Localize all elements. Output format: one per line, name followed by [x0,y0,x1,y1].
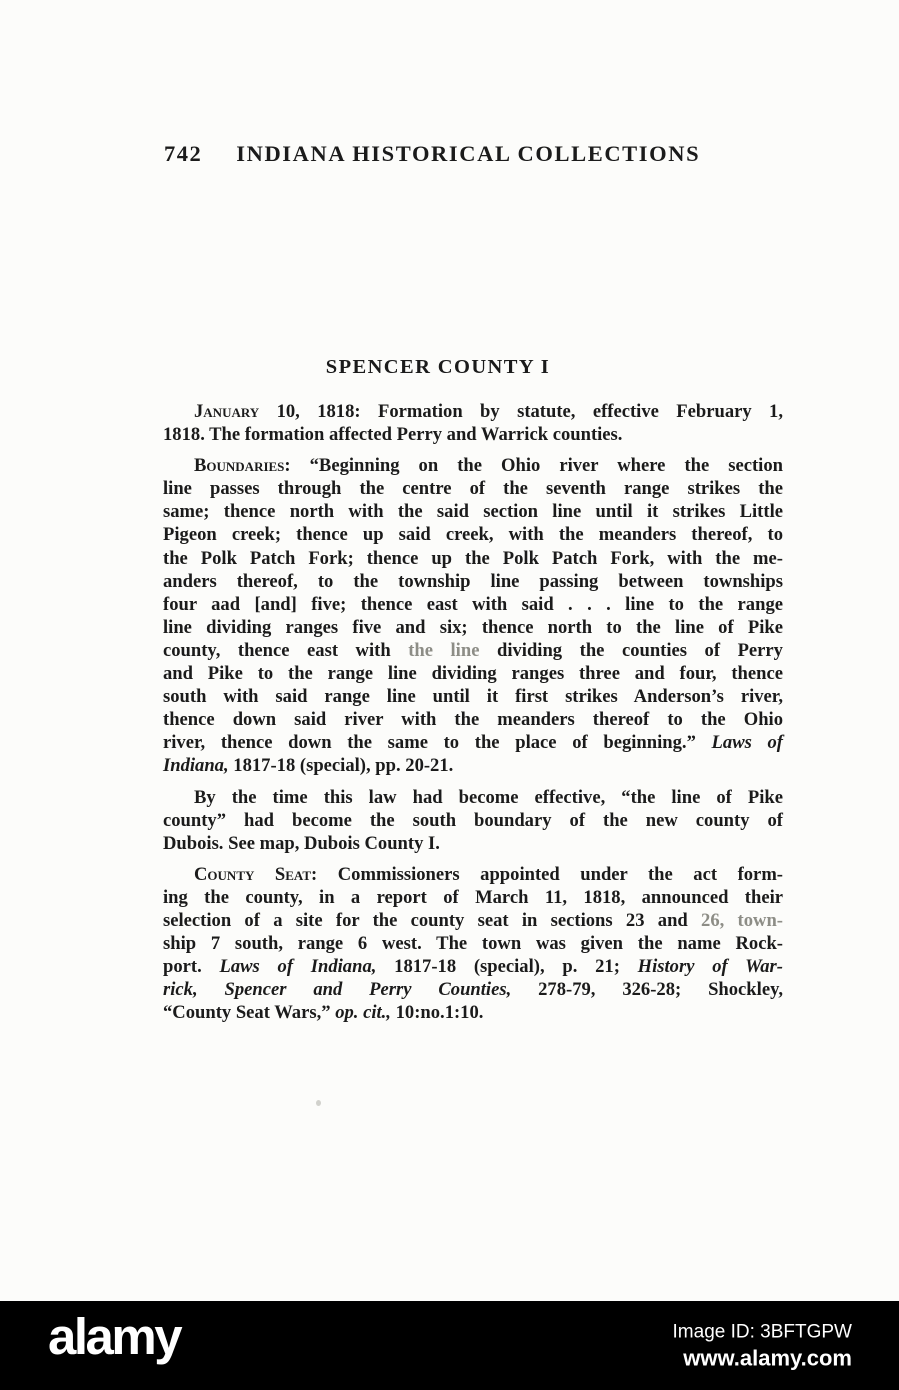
text-line: 1818. The formation affected Perry and Warrick counties. [163,424,623,446]
section-title: SPENCER COUNTY I [325,356,551,378]
running-head [164,141,790,167]
text-line: anders thereof, to the township line passing between townships [163,570,783,592]
text-line: south with said range line until it first strikes Anderson’s river, [163,686,783,708]
text-line: County Seat: Commissioners appointed under the act form- [194,863,783,885]
text-line: selection of a site for the county seat in sections 23 and 26, town- [163,909,783,931]
alamy-logo: alamy [48,1308,181,1365]
text-line: line passes through the centre of the seventh range strikes the [163,478,783,500]
text-line: Dubois. See map, Dubois County I. [163,832,440,854]
image-id-text: Image ID: 3BFTGPW [672,1321,852,1342]
watermark-meta [673,1320,852,1371]
article [163,356,783,1024]
text-line: line dividing ranges five and six; thence north to the line of Pike [163,616,783,638]
text-line: same; thence north with the said section line until it strikes Little [163,501,783,523]
text-line: By the time this law had become effective, “the line of Pike [194,786,783,808]
text-line: Indiana, 1817-18 (special), pp. 20-21. [163,755,454,777]
paragraph [163,863,783,1025]
text-line: thence down said river with the meanders thereof to the Ohio [163,709,783,731]
text-line: port. Laws of Indiana, 1817-18 (special), p. 21; History of War- [163,956,783,978]
text-line: county” had become the south boundary of the new county of [163,809,783,831]
text-line: river, thence down the same to the place of beginning.” Laws of [163,732,783,754]
text-line: Boundaries: “Beginning on the Ohio river where the section [194,455,783,477]
scan-speck [316,1100,321,1106]
text-line: January 10, 1818: Formation by statute, effective February 1, [194,401,783,422]
text-line: county, thence east with the line dividing the counties of Perry [163,639,783,661]
text-line: four aad [and] five; thence east with said . . . line to the range [163,593,783,615]
paragraph [163,786,783,855]
text-line: Pigeon creek; thence up said creek, with the meanders thereof, to [163,524,783,546]
article-body [163,400,783,1024]
page-number: 742 [164,141,203,166]
alamy-url-text: www.alamy.com [683,1345,852,1370]
text-line: and Pike to the range line dividing ranges three and four, thence [163,663,783,685]
alamy-watermark-bar [0,1301,899,1390]
text-line: the Polk Patch Fork; thence up the Polk Patch Fork, with the me- [163,547,783,569]
text-line: “County Seat Wars,” op. cit., 10:no.1:10. [163,1002,484,1024]
text-line: ship 7 south, range 6 west. The town was given the name Rock- [163,933,783,955]
book-title: INDIANA HISTORICAL COLLECTIONS [236,141,701,166]
paragraph [163,454,783,777]
text-line: ing the county, in a report of March 11, 1818, announced their [163,886,783,908]
paragraph [163,400,783,446]
text-line: rick, Spencer and Perry Counties, 278-79, 326-28; Shockley, [163,979,783,1001]
